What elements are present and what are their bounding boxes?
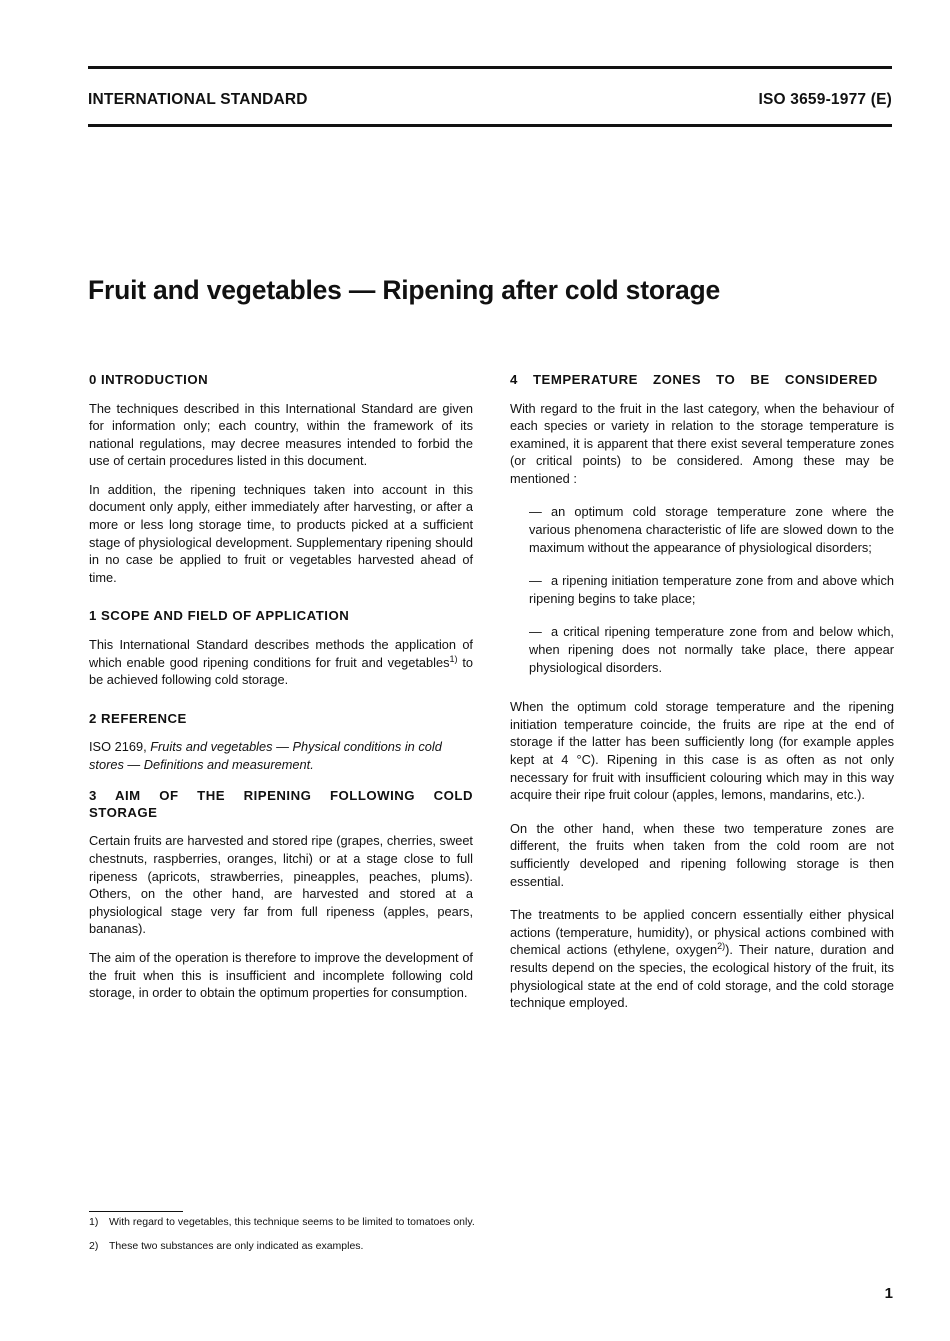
zone-list (510, 503, 894, 676)
footnote-ref-2: 2) (717, 941, 726, 952)
right-column (510, 372, 894, 1034)
paragraph: Certain fruits are harvested and stored ripe (grapes, cherries, sweet chestnuts, raspberries, oranges, litchi) or at a stage close to full ripeness (apricots, strawberries, pineapples, peaches, plums). Others, on the other hand, are harvested and stored at a physiological stage very far from full ripeness (apples, pears, bananas). (89, 833, 473, 937)
page-number: 1 (884, 1285, 893, 1302)
paragraph (89, 738, 473, 773)
document-title: Fruit and vegetables — Ripening after cold storage (88, 275, 721, 305)
reference-title: Fruits and vegetables — Physical conditions in cold stores — Definitions and measurement. (89, 739, 442, 772)
dash-bullet: — (529, 573, 542, 589)
header-top-rule (88, 66, 892, 69)
paragraph: The aim of the operation is therefore to improve the development of the fruit when this is insufficient and incomplete following cold storage, in order to obtain the optimum properties for consumption. (89, 949, 473, 1001)
paragraph (89, 636, 473, 689)
section-reference (89, 711, 473, 774)
footnote-rule (89, 1211, 183, 1212)
text-run: The treatments to be applied concern essentially either physical actions (temperature, humidity), or physical actions combined with chemical actions (ethylene, oxygen (510, 907, 894, 958)
reference-code: ISO 2169, (89, 739, 151, 755)
list-item (529, 503, 894, 556)
paragraph: When the optimum cold storage temperature and the ripening initiation temperature coincide, the fruits are ripe at the end of storage if the latter has been sufficiently long (for example apples kept at 4 °C). Ripening in this case is as often as not only necessary for fruit with insufficient colouring which may in this way acquire their ripe fruit colour (apples, lemons, mandarins, etc.). (510, 699, 894, 803)
section-heading: 2 REFERENCE (89, 710, 187, 726)
text-run: to be achieved following cold storage. (89, 654, 473, 688)
list-item-text: a critical ripening temperature zone from and below which, when ripening does not normally take place, there appear physiological disorders. (529, 624, 894, 675)
section-temperature-zones (510, 372, 894, 1012)
section-scope (89, 608, 473, 688)
dash-bullet: — (529, 624, 542, 640)
standard-number-label: ISO 3659-1977 (E) (758, 91, 892, 108)
list-item (529, 623, 894, 676)
header-bottom-rule (88, 124, 892, 127)
paragraph (510, 906, 894, 1012)
list-item-text: an optimum cold storage temperature zone where the various phenomena characteristic of life are slowed down to the maximum without the appearance of physiological disorders; (529, 504, 894, 555)
footnote-text: These two substances are only indicated as examples. (109, 1240, 364, 1252)
footnote-number: 1) (89, 1216, 99, 1228)
section-heading: 0 INTRODUCTION (89, 372, 209, 387)
list-item (529, 572, 894, 607)
paragraph: On the other hand, when these two temperature zones are different, the fruits when taken from the cold room are not sufficiently developed and ripening following storage is then essential. (510, 820, 894, 889)
paragraph: In addition, the ripening techniques taken into account in this document only apply, either immediately after harvesting, or after a more or less long storage time, to products picked at a sufficient stage of physiological development. Supplementary ripening should in no case be applied to fruit or vegetables harvested ahead of time. (89, 481, 473, 585)
section-aim (89, 788, 473, 1001)
section-heading: 3 AIM OF THE RIPENING FOLLOWING COLD STORAGE (89, 788, 473, 820)
section-heading: 4 TEMPERATURE ZONES TO BE CONSIDERED (510, 372, 878, 387)
footnote-number: 2) (89, 1240, 99, 1252)
left-column (89, 372, 473, 1024)
text-run: ). Their nature, duration and results depend on the species, the ecological history of the fruit, its physiological state at the end of cold storage, and the cold storage technique employed. (510, 942, 894, 1011)
section-introduction (89, 372, 473, 586)
list-item-text: a ripening initiation temperature zone from and above which ripening begins to take place; (529, 573, 894, 606)
document-type-label: INTERNATIONAL STANDARD (88, 91, 308, 108)
text-run: This International Standard describes methods the application of which enable good ripening conditions for fruit and vegetables (89, 636, 473, 670)
dash-bullet: — (529, 504, 542, 520)
footnote-1 (89, 1216, 475, 1228)
paragraph: The techniques described in this International Standard are given for information only; each country, within the framework of its national regulations, may decree measures intended to forbid the use of certain procedures listed in this document. (89, 400, 473, 469)
footnote-text: With regard to vegetables, this technique seems to be limited to tomatoes only. (109, 1216, 475, 1228)
paragraph: With regard to the fruit in the last category, when the behaviour of each species or variety in relation to the storage temperature is examined, it is apparent that there exist several temperature zones (or critical points) to be considered. Among these may be mentioned : (510, 400, 894, 486)
footnote-2 (89, 1240, 363, 1252)
footnote-ref-1: 1) (449, 653, 458, 664)
section-heading: 1 SCOPE AND FIELD OF APPLICATION (89, 608, 350, 624)
